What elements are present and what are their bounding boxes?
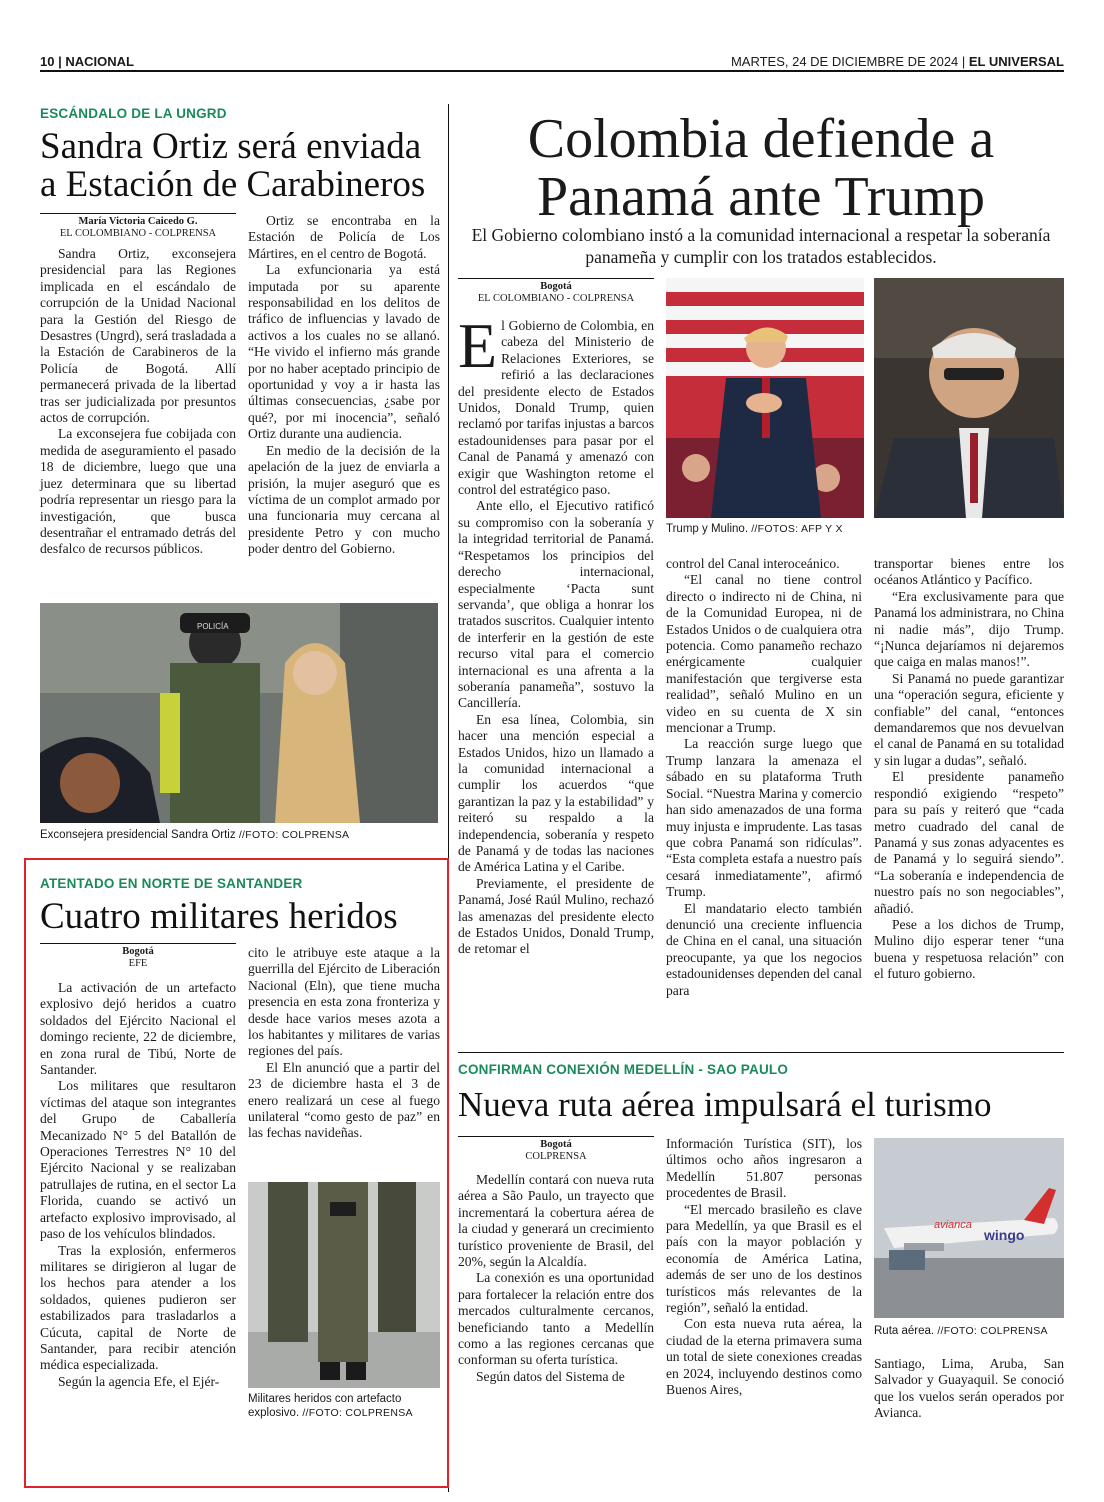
article1-kicker: ESCÁNDALO DE LA UNGRD (40, 106, 227, 121)
article4-col1: Medellín contará con nueva ruta aérea a São Paulo, un trayecto que incrementará la cobertura aérea de la ciudad y generará un crecimiento turístico proveniente de Brasil, del 20%, según la Alcaldía. La conexión es una oportunidad para fortalecer la relación entre dos mercados culturalmente cercanos, beneficiando tanto a Medellín como a las regiones cercanas que conforman su oferta turística. Según datos del Sistema de (458, 1172, 654, 1384)
article1-col2: Ortiz se encontraba en la Estación de Policía de Los Mártires, en el centro de Bogotá. La exfuncionaria ya está imputada por su aparente responsabilidad en los delitos de tráfico de influencias y lavado de activos a los cuales no se allanó. “He vivido el infierno más grande por no haber aceptado principio de oportunidad y voy a ir hasta las últimas consecuencias, ¿sabe por qué?, por mi inocencia”, señaló Ortiz durante una audiencia. En medio de la decisión de la apelación de la juez de enviarla a prisión, la mujer aseguró que es víctima de un complot armado por una funcionaria muy cercana al presidente Petro y con mucho poder dentro del Gobierno. (248, 213, 440, 557)
article4-title: Nueva ruta aérea impulsará el turismo (458, 1085, 992, 1124)
page-date: MARTES, 24 DE DICIEMBRE DE 2024 | EL UNIVERSAL (730, 54, 1064, 69)
soldiers-photo (248, 1182, 440, 1388)
page-section: 10 | NACIONAL (40, 54, 134, 69)
article3-caption: Militares heridos con artefacto explosivo. //FOTO: COLPRENSA (248, 1393, 413, 1419)
article2-col2: control del Canal interoceánico. “El canal no tiene control directo o indirecto ni de China, ni de la Comunidad Europea, ni de Estados Unidos o de cualquiera otra potencia. Como panameño rechazo enérgicamente cualquier manifestación que tergiverse esta realidad”, señaló Mulino en un video en su cuenta de X sin mencionar a Trump. La reacción surge luego que Trump lanzara la amenaza el sábado en su plataforma Truth Social. “Nuestra Marina y comercio han sido amenazados de una forma muy injusta e imprudente. Las tasas que cobra Panamá son ridículas”. “Esta completa estafa a nuestro país cesará inmediatamente”, afirmó Trump. El mandatario electo también denunció una creciente influencia de China en el canal, una situación preocupante, ya que los negocios estadounidenses dependen del canal para (666, 556, 862, 998)
dropcap: E (458, 310, 498, 381)
trump-photo (666, 278, 864, 518)
avianca-text: avianca (934, 1219, 972, 1231)
article4-col2: Información Turística (SIT), los últimos ocho años ingresaron a Medellín 51.807 personas procedentes de Brasil. “El mercado brasileño es clave para Medellín, ya que Brasil es el país con la mayor población y economía de América Latina, además de ser uno de los destinos turísticos más relevantes de la región”, señaló la entidad. Con esta nueva ruta aérea, la ciudad de la eterna primavera suma un total de siete conexiones creadas en 2024, incluyendo destinos como Buenos Aires, (666, 1136, 862, 1398)
article3-col1: La activación de un artefacto explosivo dejó heridos a cuatro soldados del Ejército Nacional el domingo reciente, 22 de diciembre, en zona rural de Tibú, Norte de Santander. Los militares que resultaron víctimas del ataque son integrantes del Grupo de Caballería Mecanizado N° 5 del Batallón de Operaciones Terrestres N° 10 del Ejército Nacional y se realizaban patrullajes de rutina, en el sector La Florida, cuando se activó un artefacto explosivo improvisado, al paso de los vehículos blindados. Tras la explosión, enfermeros militares se dirigieron al lugar de los hechos para atender a los soldados, quienes pudieron ser estabilizados para trasladarlos a Cúcuta, capital de Norte de Santander, para recibir atención médica especializada. Según la agencia Efe, el Ejér- (40, 980, 236, 1389)
police-badge-text: POLICÍA (197, 622, 229, 631)
page-header (40, 52, 1064, 72)
article3-title: Cuatro militares heridos (40, 896, 398, 937)
article3-col2: cito le atribuye este ataque a la guerrilla del Ejército de Liberación Nacional (Eln), que tiene mucha presencia en esta zona fronteriza y desde hace varios meses azota a los habitantes y militares de varias regiones del país. El Eln anunció que a partir del 23 de diciembre hasta el 3 de enero realizará un cese al fuego unilateral “como gesto de paz” en las fechas navideñas. (248, 945, 440, 1141)
article2-deck: El Gobierno colombiano instó a la comunidad internacional a respetar la soberanía panameña y cumplir con los tratados establecidos. (471, 225, 1051, 267)
article4-byline: Bogotá COLPRENSA (458, 1136, 654, 1163)
wingo-text: wingo (984, 1227, 1025, 1243)
article2-byline: Bogotá EL COLOMBIANO - COLPRENSA (458, 278, 654, 305)
article3-byline: Bogotá EFE (40, 943, 236, 970)
article4-caption: Ruta aérea. //FOTO: COLPRENSA (874, 1325, 1048, 1337)
sandra-ortiz-photo (40, 603, 438, 823)
article2-caption: Trump y Mulino. //FOTOS: AFP Y X (666, 523, 843, 535)
article1-byline: María Victoria Caicedo G. EL COLOMBIANO - COLPRENSA (40, 213, 236, 240)
article3-kicker: ATENTADO EN NORTE DE SANTANDER (40, 876, 303, 891)
article4-col3: Santiago, Lima, Aruba, San Salvador y Guayaquil. Se conoció que los vuelos serán operados por Avianca. (874, 1356, 1064, 1421)
article4-kicker: CONFIRMAN CONEXIÓN MEDELLÍN - SAO PAULO (458, 1062, 789, 1077)
article1-col1: Sandra Ortiz, exconsejera presidencial para las Regiones implicada en el escándalo de corrupción de la Unidad Nacional para la Gestión del Riesgo de Desastres (Ungrd), será trasladada a la Estación de Carabineros de la Policía de Bogotá. Allí permanecerá privada de la libertad tras ser judicializada por presuntos actos de corrupción. La exconsejera fue cobijada con medida de aseguramiento el pasado 18 de diciembre, luego que una juez determinara que su libertad podría representar un riesgo para la investigación, que busca desentrañar el entramado detrás del desfalco de recursos públicos. (40, 246, 236, 557)
section-rule (458, 1052, 1064, 1053)
article1-caption: Exconsejera presidencial Sandra Ortiz //FOTO: COLPRENSA (40, 829, 350, 841)
article2-col1: El Gobierno de Colombia, en cabeza del Ministerio de Relaciones Exteriores, se refirió a las declaraciones del presidente electo de Estados Unidos, Donald Trump, quien reclamó por tarifas injustas a barcos estadounidenses para pasar por el Canal de Panamá y amenazó con exigir que Washington retome el control del estratégico paso. Ante ello, el Ejecutivo ratificó su compromiso con la soberanía y la integridad territorial de Panamá. “Respetamos los principios del derecho internacional, especialmente ‘Pacta sunt servanda’, que obliga a honrar los tratados suscritos. Cualquier intento de interferir en la gestión de este recurso vital para el comercio internacional es una afrenta a la soberanía panameña”, sostuvo la Cancillería. En esa línea, Colombia, sin hacer una mención especial a Estados Unidos, hizo un llamado a la comunidad internacional a cumplir los acuerdos “que garantizan la paz y la estabilidad” y reiteró su respaldo a la independencia, soberanía y respeto de Panamá y de todas las naciones de América Latina y el Caribe. Previamente, el presidente de Panamá, José Raúl Mulino, rechazó las amenazas del presidente electo de Estados Unidos, Donald Trump, de retomar el (458, 310, 654, 957)
article2-title: Colombia defiende a Panamá ante Trump (527, 108, 995, 228)
plane-photo (874, 1138, 1064, 1318)
mulino-photo (874, 278, 1064, 518)
article2-col3: transportar bienes entre los océanos Atlántico y Pacífico. “Era exclusivamente para que Panamá los administrara, no China ni nadie más”, dijo Trump. “¡Nunca dejaríamos ni dejaremos que caiga en malas manos!”. Si Panamá no puede garantizar una “operación segura, eficiente y confiable” del canal, “entonces demandaremos que nos devuelvan el canal de Panamá en su totalidad y sin lugar a dudas”, señaló. El presidente panameño respondió exigiendo “respeto” para su país y reiteró que “cada metro cuadrado del canal de Panamá y sus zonas adyacentes es de Panamá y lo seguirá siendo”. “La soberanía e independencia de nuestro país no son negociables”, añadió. Pese a los dichos de Trump, Mulino dijo esperar tener “una buena y respetuosa relación” con el futuro gobierno. (874, 556, 1064, 982)
article1-title: Sandra Ortiz será enviada a Estación de Carabineros (40, 126, 426, 205)
